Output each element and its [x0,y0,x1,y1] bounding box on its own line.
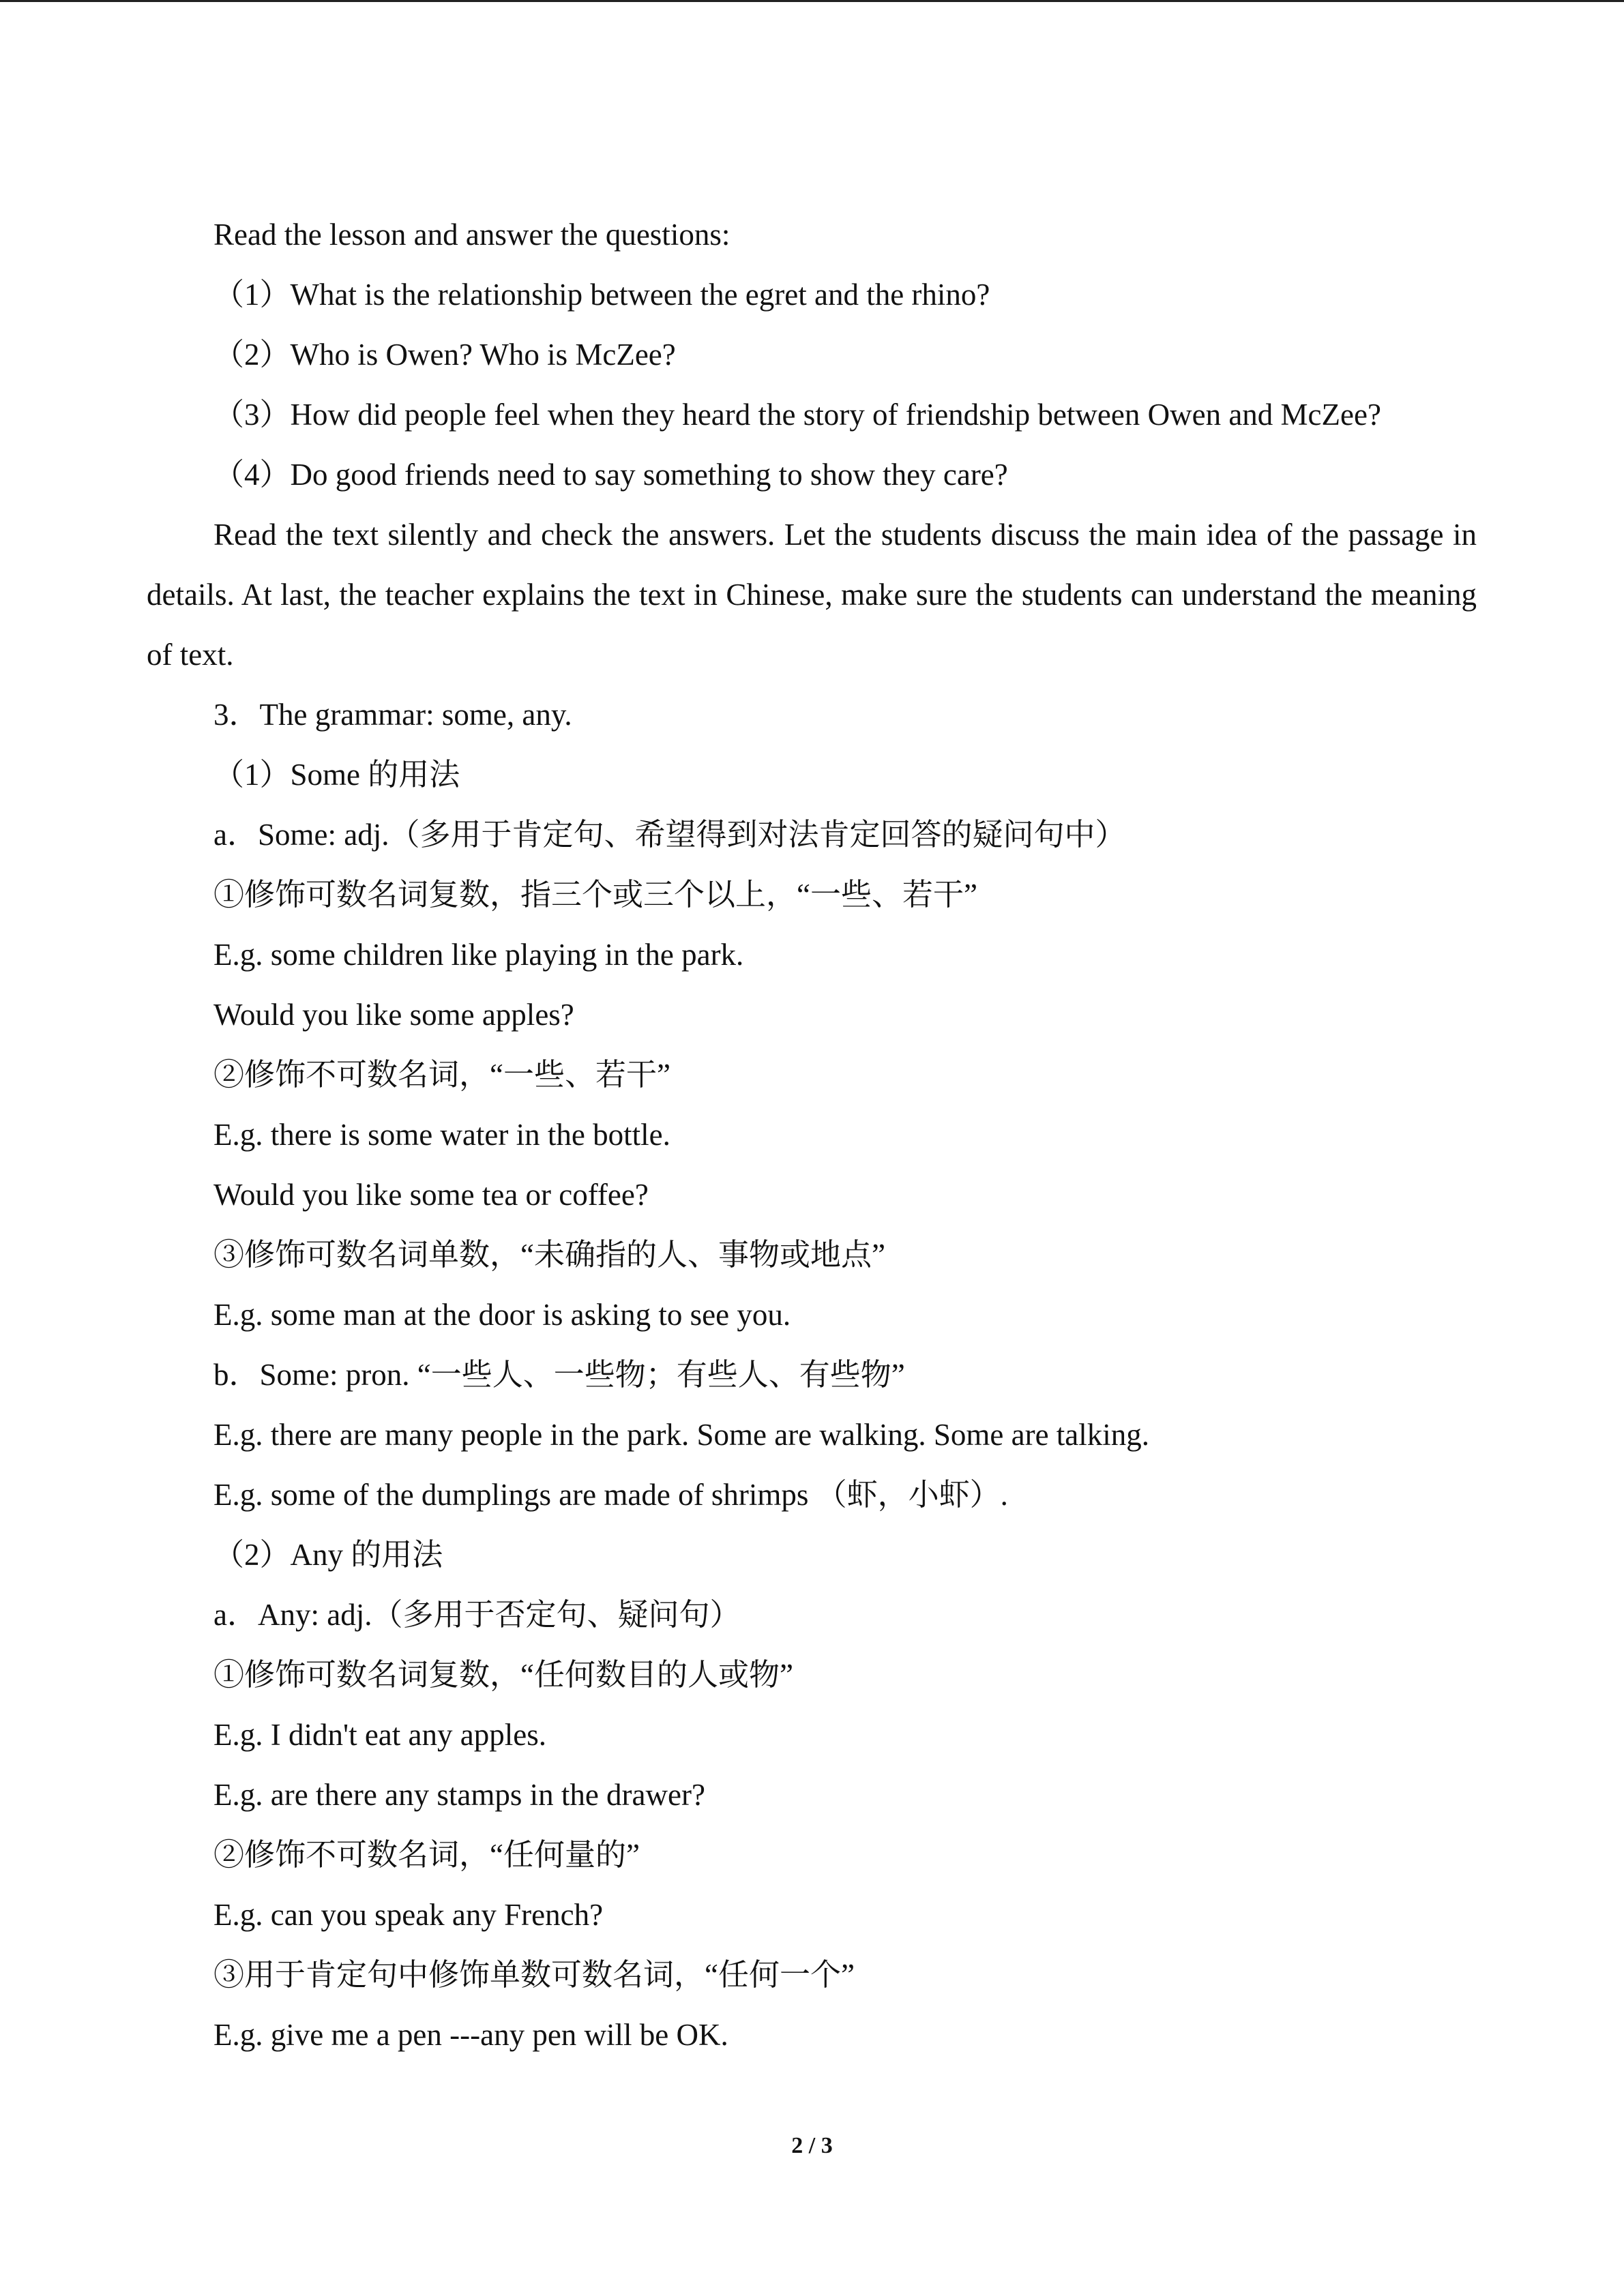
body-paragraph: Read the text silently and check the answers. Let the students discuss the main idea of the passage in details. At last, the teacher explains the text in Chinese, make sure the students can understand the meaning of text. [147,518,1477,672]
question-1: （1）What is the relationship between the egret and the rhino? [213,278,990,312]
example-line: E.g. give me a pen ---any pen will be OK. [213,2018,728,2052]
subsection-heading: （2）Any 的用法 [213,1538,443,1572]
example-line: E.g. there is some water in the bottle. [213,1118,670,1152]
text-line: ②修饰不可数名词，“一些、若干” [213,1058,670,1092]
page-content [147,205,1477,2065]
example-line: Would you like some tea or coffee? [213,1178,649,1212]
text-line: ①修饰可数名词复数，指三个或三个以上，“一些、若干” [213,878,977,912]
example-line: E.g. I didn't eat any apples. [213,1718,546,1752]
text-line: ③用于肯定句中修饰单数可数名词，“任何一个” [213,1958,855,1992]
page-number: 2 / 3 [791,2133,833,2158]
example-line: E.g. there are many people in the park. Some are walking. Some are talking. [213,1418,1150,1452]
text-line: b．Some: pron. “一些人、一些物；有些人、有些物” [213,1358,905,1392]
example-line: E.g. some children like playing in the park. [213,938,744,972]
example-line: E.g. some of the dumplings are made of shrimps （虾，小虾）. [213,1478,1008,1512]
example-line: E.g. are there any stamps in the drawer? [213,1778,705,1812]
section-heading: 3．The grammar: some, any. [213,698,572,732]
subsection-heading: （1）Some 的用法 [213,758,460,792]
text-line: ②修饰不可数名词，“任何量的” [213,1838,640,1872]
example-line: Would you like some apples? [213,998,574,1032]
text-line: a．Any: adj.（多用于否定句、疑问句） [213,1598,741,1632]
text-line: a．Some: adj.（多用于肯定句、希望得到对法肯定回答的疑问句中） [213,818,1126,852]
example-line: E.g. can you speak any French? [213,1898,604,1932]
example-line: E.g. some man at the door is asking to see you. [213,1298,791,1332]
question-3: （3）How did people feel when they heard the story of friendship between Owen and McZee? [213,398,1381,432]
text-line: ①修饰可数名词复数，“任何数目的人或物” [213,1658,793,1692]
top-border-line [0,0,1624,2]
question-2: （2）Who is Owen? Who is McZee? [213,338,676,372]
text-line: Read the lesson and answer the questions: [213,218,730,252]
question-4: （4）Do good friends need to say something to show they care? [213,458,1008,492]
text-line: ③修饰可数名词单数，“未确指的人、事物或地点” [213,1238,885,1272]
